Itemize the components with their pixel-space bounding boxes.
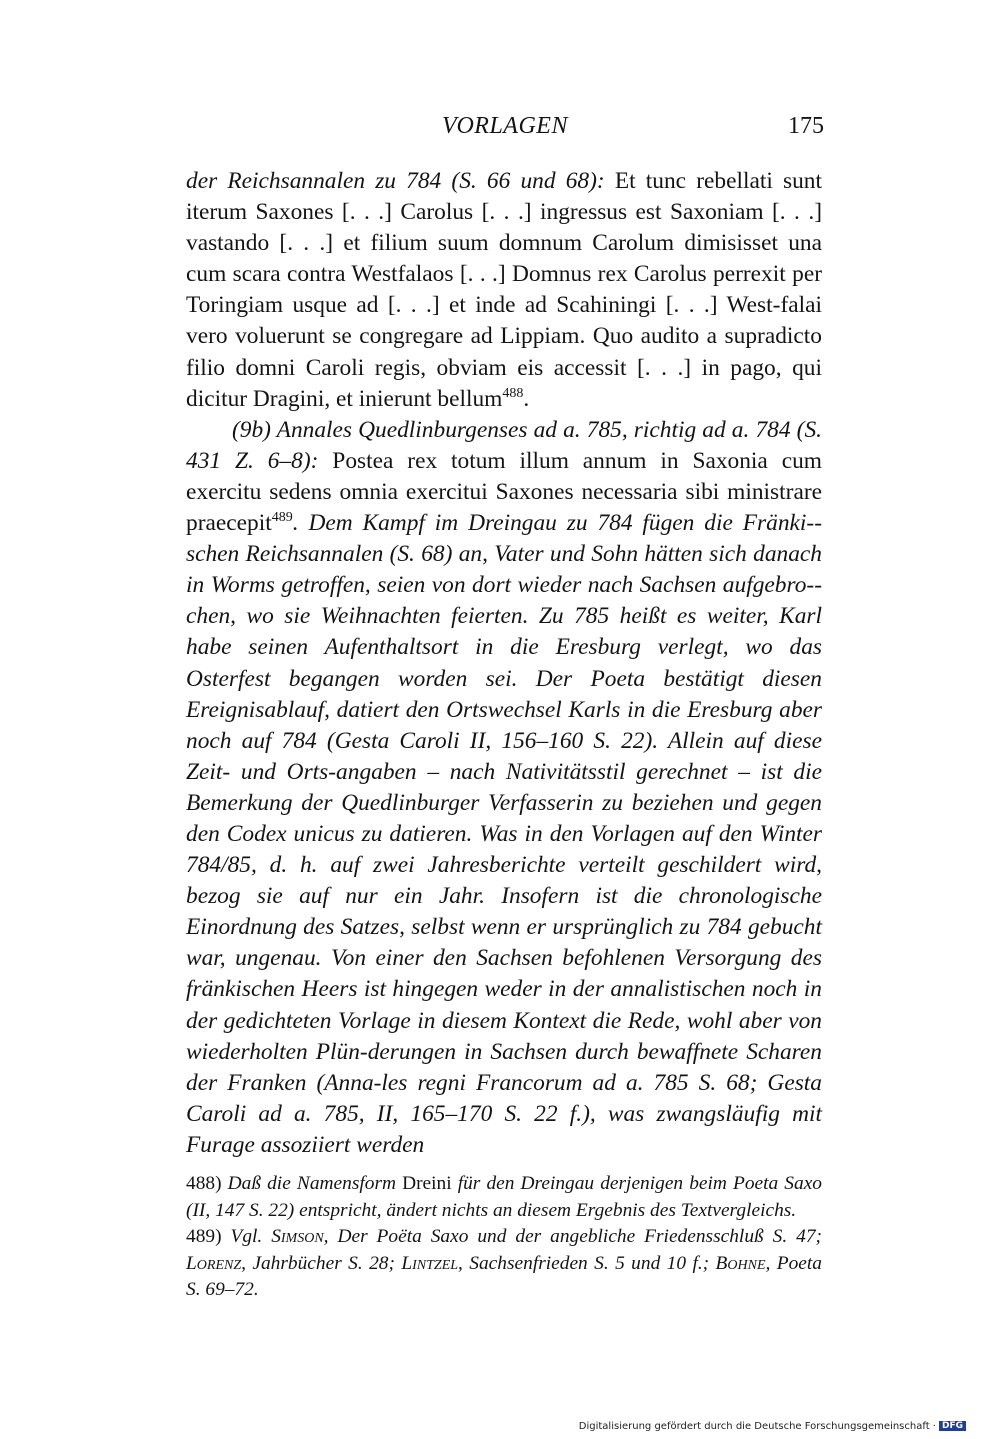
paragraph-2 bbox=[186, 415, 822, 1161]
page-number: 175 bbox=[788, 113, 824, 139]
footnote-text: , Sachsenfrieden S. 5 und 10 f.; bbox=[458, 1252, 716, 1274]
sentence-end: . bbox=[523, 385, 530, 412]
paragraph-1 bbox=[186, 166, 822, 415]
footnote-text: für den Dreingau derjenigen beim Poeta Saxo (II, 147 S. 22) entspricht, ändert nichts an diesem Ergebnis des Textvergleichs. bbox=[186, 1173, 823, 1221]
footnote-text: Vgl. bbox=[221, 1226, 272, 1247]
author-name: Lintzel bbox=[401, 1252, 459, 1274]
footnote-488 bbox=[186, 1171, 822, 1224]
author-name: Simson bbox=[271, 1226, 324, 1247]
footnote-ref-488[interactable]: 488 bbox=[502, 385, 524, 401]
main-text bbox=[186, 166, 822, 1161]
footnote-number: 488) bbox=[186, 1173, 222, 1194]
page-header bbox=[186, 113, 824, 149]
footnote-roman-term: Dreini bbox=[402, 1173, 452, 1194]
latin-quote: Postea rex totum illum annum in Saxonia cum exercitu sedens omnia exercitui Saxones necessaria sibi ministrare praecepit bbox=[186, 447, 822, 537]
footnote-text: Daß die Namensform bbox=[221, 1173, 403, 1194]
footnote-text: , Poeta S. 69–72. bbox=[186, 1252, 822, 1300]
footnote-text: , Der Poëta Saxo und der angebliche Friedensschluß S. 47; bbox=[323, 1226, 822, 1247]
footnote-ref-489[interactable]: 489 bbox=[271, 510, 293, 526]
footnote-489 bbox=[186, 1224, 822, 1304]
author-name: Bohne bbox=[715, 1252, 766, 1274]
citation-italic: der Reichsannalen zu 784 (S. 66 und 68): bbox=[186, 168, 605, 194]
latin-quote: Et tunc rebellati sunt iterum Saxones [. . .] Carolus [. . .] ingressus est Saxoniam [. . .] vastando [. . .] et filium suum domnum Carolum dimisisset una cum scara contra Westfalaos [. . .] Domnus rex Carolus perrexit per Toringiam usque ad [. . .] et inde ad Scahiningi [. . .] West-falai vero voluerunt se congregare ad Lippiam. Quo audito a supradicto filio domni Caroli regis, obviam eis accessit [. . .] in pago, qui dicitur Dragini, et inierunt bellum bbox=[186, 168, 822, 412]
dfg-logo: DFG bbox=[939, 1421, 966, 1431]
credit-text: Digitalisierung gefördert durch die Deutsche Forschungsgemeinschaft · bbox=[578, 1421, 936, 1432]
footnotes bbox=[186, 1171, 822, 1304]
digitization-credit bbox=[579, 1421, 966, 1432]
footnote-text: , Jahrbücher S. 28; bbox=[241, 1252, 402, 1274]
commentary-italic: . Dem Kampf im Dreingau zu 784 fügen die Fränki-schen Reichsannalen (S. 68) an, Vater und Sohn hätten sich danach in Worms getroffen, seien von dort wieder nach Sachsen aufgebro-chen, wo sie Weihnachten feierten. Zu 785 heißt es weiter, Karl habe seinen Aufenthaltsort in die Eresburg verlegt, wo das Osterfest begangen worden sei. Der Poeta bestätigt diesen Ereignisablauf, datiert den Ortswechsel Karls in die Eresburg aber noch auf 784 (Gesta Caroli II, 156–160 S. 22). Allein auf diese Zeit- und Orts-angaben – nach Nativitätsstil gerechnet – ist die Bemerkung der Quedlinburger Verfasserin zu beziehen und gegen den Codex unicus zu datieren. Was in den Vorlagen auf den Winter 784/85, d. h. auf zwei Jahresberichte verteilt geschildert wird, bezog sie auf nur ein Jahr. Insofern ist die chronologische Einordnung des Satzes, selbst wenn er ursprünglich zu 784 gebucht war, ungenau. Von einer den Sachsen befohlenen Versorgung des fränkischen Heers ist hingegen weder in der annalistischen noch in der gedichteten Vorlage in diesem Kontext die Rede, wohl aber von wiederholten Plün-derungen in Sachsen durch bewaffnete Scharen der Franken (Anna-les regni Francorum ad a. 785 S. 68; Gesta Caroli ad a. 785, II, 165–170 S. 22 f.), was zwangsläufig mit Furage assoziiert werden bbox=[186, 510, 822, 1158]
author-name: Lorenz bbox=[186, 1252, 242, 1274]
footnote-number: 489) bbox=[186, 1226, 222, 1247]
running-title: VORLAGEN bbox=[442, 113, 568, 139]
citation-italic: (9b) Annales Quedlinburgenses ad a. 785, richtig ad a. 784 (S. 431 Z. 6–8): bbox=[186, 416, 822, 474]
